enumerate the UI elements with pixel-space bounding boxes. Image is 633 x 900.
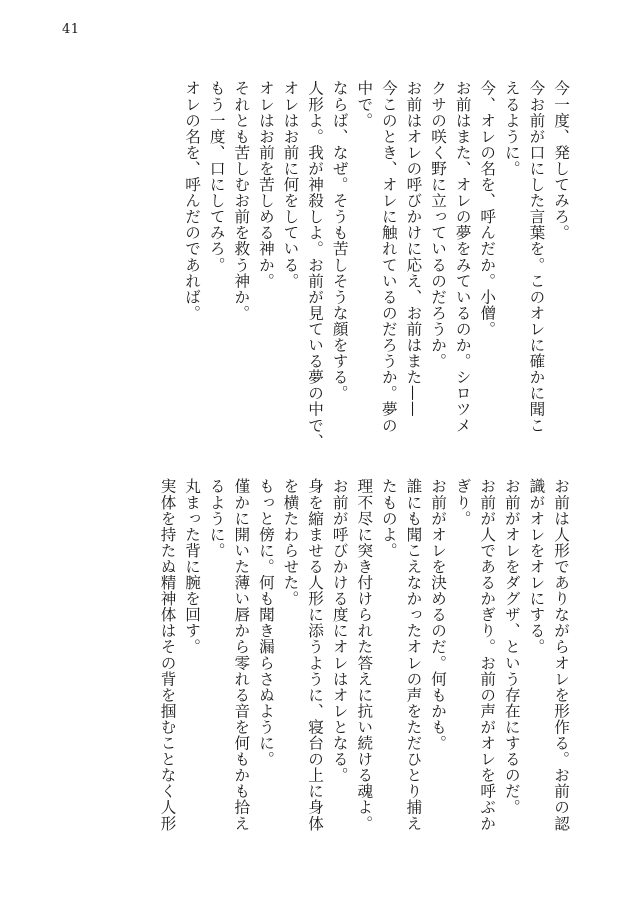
text-line: お前がオレをダグザ、という存在にするのだ。 <box>502 478 521 816</box>
text-block-top <box>53 80 573 450</box>
text-line: オレはお前に何をしている。 <box>281 80 300 289</box>
text-line: 実体を持たぬ精神体はその背を掴むことなく人形 <box>158 478 177 832</box>
text-line: 人形よ。我が神殺しよ。お前が見ている夢の中で、 <box>306 80 325 450</box>
text-line: 誰にも聞こえなかったオレの声をただひとり捕え <box>404 478 423 832</box>
text-line: お前は人形でありながらオレを形作る。お前の認 <box>552 478 570 832</box>
text-line: もっと傍に。何も聞き漏らさぬように。 <box>256 478 275 767</box>
text-line: 今お前が口にした言葉を。このオレに確かに聞こ <box>527 80 546 434</box>
text-line: お前が呼びかける度にオレはオレとなる。 <box>330 478 349 783</box>
text-line: 今、オレの名を、呼んだか。小僧。 <box>478 80 497 337</box>
page-number: 41 <box>62 22 80 37</box>
text-line: ならば、なぜ。そうも苦しそうな顔をする。 <box>330 80 349 401</box>
text-line: オレはお前を苦しめる神か。 <box>256 80 275 289</box>
text-line: お前が人であるかぎり。お前の声がオレを呼ぶか <box>478 478 497 832</box>
text-line: 今このとき、オレに触れているのだろうか。夢の <box>379 80 398 434</box>
text-line: オレの名を、呼んだのであれば。 <box>183 80 202 321</box>
text-line: を横たわらせた。 <box>281 478 300 607</box>
text-line: クサの咲く野に立っているのだろうか。 <box>429 80 448 369</box>
text-line: たものよ。 <box>379 478 398 559</box>
text-line: 丸まった背に腕を回す。 <box>183 478 202 655</box>
text-line: 身を縮ませる人形に添うように、寝台の上に身体 <box>306 478 325 832</box>
text-line: 理不尽に突き付けられた答えに抗い続ける魂よ。 <box>355 478 374 832</box>
text-line: 僅かに開いた薄い唇から零れる音を何もかも拾え <box>232 478 251 832</box>
text-line: えるように。 <box>502 80 521 177</box>
text-line: るように。 <box>207 478 226 559</box>
text-line: 中で。 <box>355 80 374 129</box>
text-line: お前はオレの呼びかけに応え、お前はまた—— <box>404 80 423 418</box>
text-line: それとも苦しむお前を救う神か。 <box>232 80 251 321</box>
text-line: お前がオレを決めるのだ。何もかも。 <box>429 478 448 751</box>
text-line: 今一度、発してみろ。 <box>552 80 570 241</box>
text-line: 識がオレをオレにする。 <box>527 478 546 655</box>
text-line: もう一度、口にしてみろ。 <box>207 80 226 273</box>
text-line: ぎり。 <box>453 478 472 527</box>
text-line: お前はまた、オレの夢をみているのか。シロツメ <box>453 80 472 434</box>
text-block-bottom <box>53 478 573 848</box>
